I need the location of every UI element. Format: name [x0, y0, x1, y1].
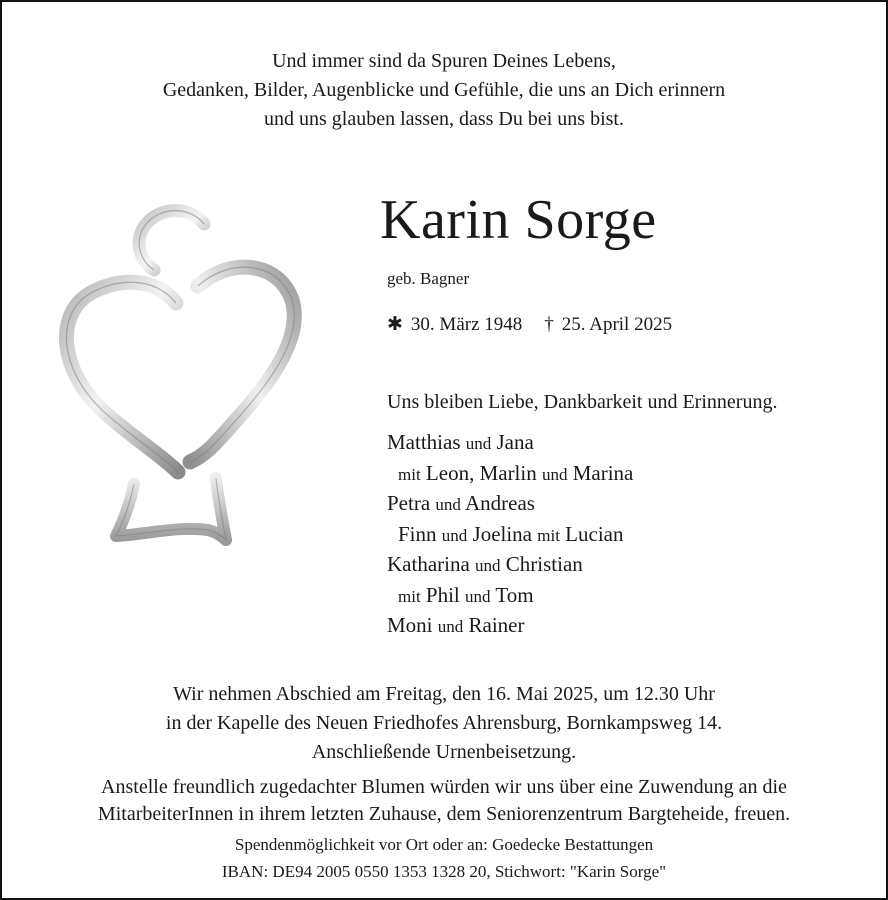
maiden-name: geb. Bagner: [387, 269, 470, 288]
farewell-line: Wir nehmen Abschied am Freitag, den 16. Mai 2025, um 12.30 Uhr: [173, 683, 715, 705]
deceased-name: Karin Sorge: [380, 189, 657, 251]
family-line: Matthias und Jana: [387, 430, 534, 454]
death-date: 25. April 2025: [561, 314, 673, 335]
bank-line: Spendenmöglichkeit vor Ort oder an: Goedecke Bestattungen: [234, 835, 654, 854]
angel-heart-left: [66, 282, 178, 472]
family-line: Finn und Joelina mit Lucian: [398, 521, 624, 546]
life-dates: [387, 313, 672, 336]
birth-date: 30. März 1948: [410, 314, 523, 335]
donation-line: Anstelle freundlich zugedachter Blumen würden wir uns über eine Zuwendung an die: [101, 776, 787, 798]
donation-request: [0, 774, 888, 828]
farewell-info: [0, 680, 888, 767]
poem-line: Gedanken, Bilder, Augenblicke und Gefühle, die uns an Dich erinnern: [162, 79, 726, 101]
farewell-line: in der Kapelle des Neuen Friedhofes Ahrensburg, Bornkampsweg 14.: [165, 712, 723, 734]
family-line: mit Leon, Marlin und Marina: [398, 460, 634, 485]
tribute-line: Uns bleiben Liebe, Dankbarkeit und Erinnerung.: [387, 391, 778, 413]
death-cross-icon: †: [544, 314, 554, 335]
angel-heart-icon: [58, 200, 308, 550]
farewell-line: Anschließende Urnenbeisetzung.: [311, 741, 577, 763]
birth-star-icon: ✱: [387, 314, 403, 335]
poem: [0, 47, 888, 134]
family-line: Moni und Rainer: [387, 613, 525, 637]
bank-details: [0, 831, 888, 885]
angel-halo: [139, 211, 204, 270]
poem-line: und uns glauben lassen, dass Du bei uns bist.: [264, 108, 624, 130]
family-list: [387, 428, 633, 642]
family-line: Petra und Andreas: [387, 491, 535, 515]
poem-line: Und immer sind da Spuren Deines Lebens,: [272, 50, 616, 72]
bank-line: IBAN: DE94 2005 0550 1353 1328 20, Stichwort: "Karin Sorge": [221, 862, 667, 881]
donation-line: MitarbeiterInnen in ihrem letzten Zuhause, dem Seniorenzentrum Bargteheide, freuen.: [97, 803, 791, 825]
family-line: mit Phil und Tom: [398, 582, 534, 607]
family-line: Katharina und Christian: [387, 552, 583, 576]
